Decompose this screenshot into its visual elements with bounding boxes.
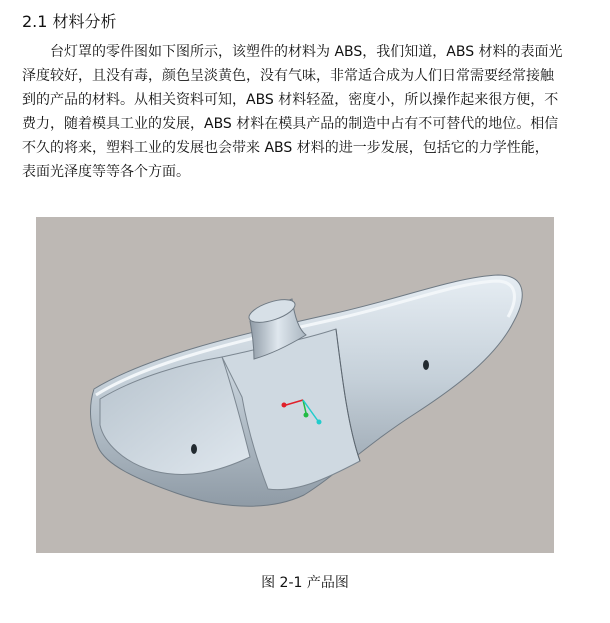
paragraph-line: 不久的将来，塑料工业的发展也会带来 ABS 材料的进一步发展，包括它的力学性能， [22,140,549,156]
paragraph-line: 到的产品的材料。从相关资料可知，ABS 材料轻盈，密度小，所以操作起来很方便，不 [22,92,559,108]
product-figure [36,217,554,553]
figure-caption: 图 2-1 产品图 [261,575,349,591]
mount-hole-left [191,444,197,454]
section-heading: 2.1 材料分析 [22,12,117,31]
paragraph-line: 表面光泽度等等各个方面。 [22,164,190,180]
lamp-shade-render [36,217,554,553]
paragraph-line: 泽度较好，且没有毒，颜色呈淡黄色，没有气味，非常适合成为人们日常需要经常接触 [22,68,554,84]
mount-hole-right [423,360,429,370]
body-paragraph [22,40,600,184]
paragraph-line: 费力，随着模具工业的发展，ABS 材料在模具产品的制造中占有不可替代的地位。相信 [22,116,559,132]
paragraph-line: 台灯罩的零件图如下图所示，该塑件的材料为 ABS，我们知道，ABS 材料的表面光 [50,44,563,60]
